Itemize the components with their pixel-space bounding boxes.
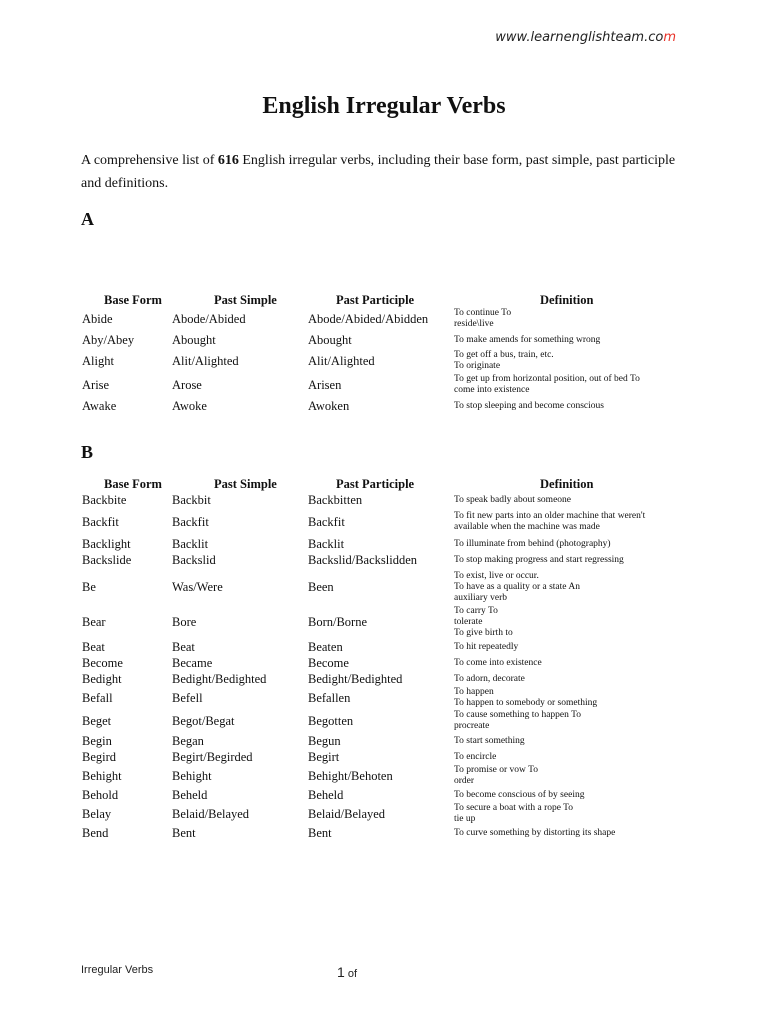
- cell-past-participle: Become: [308, 655, 349, 670]
- cell-base-form: Belay: [82, 806, 112, 821]
- cell-past-simple: Bore: [172, 615, 197, 629]
- verb-count: 616: [217, 153, 239, 168]
- cell-past-participle: Bent: [308, 825, 332, 840]
- table-row: [82, 687, 672, 709]
- cell-definition: To become conscious of by seeing: [454, 789, 585, 800]
- cell-base-form: Bend: [82, 825, 109, 840]
- cell-past-simple: Bent: [172, 825, 196, 840]
- table-row: [82, 639, 672, 655]
- cell-definition: To get up from horizontal position, out of bed To come into existence: [454, 374, 640, 395]
- cell-base-form: Backfit: [82, 514, 119, 529]
- section-letter-a: A: [81, 209, 94, 229]
- cell-past-participle: Born/Borne: [308, 615, 368, 629]
- cell-definition: To hit repeatedly: [454, 641, 519, 652]
- cell-past-participle: Been: [308, 579, 334, 594]
- cell-base-form: Aby/Abey: [82, 332, 135, 347]
- table-header-row: [82, 474, 672, 492]
- page-number: [337, 964, 357, 980]
- page-number-value: 1: [337, 964, 345, 980]
- cell-past-simple: Became: [172, 655, 213, 670]
- cell-definition: To speak badly about someone: [454, 494, 572, 505]
- cell-definition: To promise or vow To order: [454, 765, 538, 786]
- header-definition: Definition: [540, 477, 594, 491]
- cell-definition: To secure a boat with a rope To tie up: [454, 803, 574, 824]
- cell-definition: To exist, live or occur. To have as a quality or a state An auxiliary verb: [454, 570, 580, 603]
- header-past-simple: Past Simple: [214, 477, 277, 491]
- verbs-table-b: [82, 474, 672, 841]
- cell-base-form: Awake: [82, 399, 117, 413]
- cell-past-simple: Backfit: [172, 514, 209, 529]
- table-row: [82, 552, 672, 568]
- intro-before: A comprehensive list of: [81, 153, 218, 168]
- cell-past-participle: Belaid/Belayed: [308, 806, 386, 821]
- cell-past-participle: Awoken: [308, 399, 350, 413]
- cell-base-form: Bedight: [82, 671, 122, 686]
- table-row: [82, 803, 672, 825]
- cell-definition: To happen To happen to somebody or something: [454, 687, 598, 708]
- cell-base-form: Behold: [82, 787, 119, 802]
- cell-past-participle: Abought: [308, 332, 352, 347]
- table-row: [82, 568, 672, 606]
- cell-past-participle: Begun: [308, 733, 341, 748]
- table-row: [82, 749, 672, 765]
- cell-definition: To get off a bus, train, etc. To originate: [454, 350, 554, 371]
- table-header-row: [82, 290, 672, 308]
- table-row: [82, 606, 672, 639]
- page-number-suffix: of: [344, 968, 358, 980]
- table-row: [82, 671, 672, 687]
- cell-base-form: Arise: [82, 377, 110, 392]
- cell-past-simple: Alit/Alighted: [172, 353, 239, 368]
- cell-base-form: Backbite: [82, 492, 127, 507]
- page-title: English Irregular Verbs: [262, 93, 506, 119]
- cell-past-simple: Belaid/Belayed: [172, 806, 250, 821]
- cell-definition: To encircle: [454, 751, 497, 762]
- cell-past-simple: Abode/Abided: [172, 311, 246, 326]
- intro-paragraph: [81, 149, 691, 195]
- cell-base-form: Begird: [82, 749, 117, 764]
- cell-past-participle: Arisen: [308, 377, 342, 392]
- cell-past-participle: Beheld: [308, 787, 344, 802]
- cell-definition: To cause something to happen To procreate: [454, 710, 581, 731]
- cell-past-simple: Backlit: [172, 536, 209, 551]
- intro-after: English irregular verbs, including their base form, past simple, past participle and definitions.: [81, 153, 676, 191]
- site-url[interactable]: [495, 30, 676, 45]
- cell-base-form: Beget: [82, 713, 112, 728]
- cell-definition: To stop sleeping and become conscious: [454, 401, 604, 411]
- cell-base-form: Befall: [82, 690, 113, 705]
- header-definition: Definition: [540, 293, 594, 307]
- cell-past-participle: Befallen: [308, 690, 351, 705]
- site-url-main: www.learnenglishteam.co: [495, 30, 664, 45]
- cell-definition: To make amends for something wrong: [454, 334, 601, 345]
- header-base-form: Base Form: [104, 293, 162, 307]
- cell-past-simple: Backslid: [172, 552, 216, 567]
- cell-past-simple: Backbit: [172, 492, 211, 507]
- table-row: [82, 825, 672, 841]
- cell-base-form: Backslide: [82, 552, 132, 567]
- cell-past-participle: Backlit: [308, 536, 345, 551]
- cell-definition: To stop making progress and start regressing: [454, 554, 624, 565]
- cell-past-participle: Beaten: [308, 639, 343, 654]
- header-base-form: Base Form: [104, 477, 162, 491]
- table-row: [82, 330, 672, 350]
- cell-base-form: Abide: [82, 311, 113, 326]
- section-letter-b: B: [81, 442, 94, 462]
- site-url-accent: m: [663, 30, 676, 45]
- table-row: [82, 536, 672, 552]
- cell-base-form: Behight: [82, 768, 122, 783]
- cell-past-simple: Arose: [172, 377, 202, 392]
- verbs-table-a: [82, 290, 672, 415]
- table-row: [82, 765, 672, 787]
- cell-past-participle: Behight/Behoten: [308, 768, 393, 783]
- cell-past-participle: Begirt: [308, 749, 340, 764]
- table-row: [82, 492, 672, 508]
- header-past-participle: Past Participle: [336, 293, 415, 307]
- table-row: [82, 350, 672, 372]
- cell-past-participle: Backbitten: [308, 492, 363, 507]
- header-past-participle: Past Participle: [336, 477, 415, 491]
- cell-past-simple: Bedight/Bedighted: [172, 671, 267, 686]
- cell-base-form: Backlight: [82, 536, 131, 551]
- cell-base-form: Beat: [82, 639, 105, 654]
- cell-past-participle: Alit/Alighted: [308, 353, 375, 368]
- table-row: [82, 787, 672, 803]
- cell-past-simple: Beat: [172, 639, 195, 654]
- cell-definition: To adorn, decorate: [454, 673, 525, 684]
- footer-label: Irregular Verbs: [81, 964, 154, 976]
- cell-base-form: Bear: [82, 615, 106, 629]
- table-row: [82, 655, 672, 671]
- cell-past-simple: Befell: [172, 690, 203, 705]
- header-past-simple: Past Simple: [214, 293, 277, 307]
- cell-past-participle: Begotten: [308, 713, 354, 728]
- cell-past-simple: Began: [172, 733, 204, 748]
- table-row: [82, 372, 672, 398]
- cell-past-simple: Begot/Begat: [172, 713, 235, 728]
- cell-past-simple: Was/Were: [172, 579, 223, 594]
- table-row: [82, 709, 672, 733]
- cell-past-participle: Bedight/Bedighted: [308, 671, 403, 686]
- cell-past-simple: Awoke: [172, 399, 207, 413]
- cell-past-participle: Backfit: [308, 514, 345, 529]
- table-row: [82, 308, 672, 330]
- table-row: [82, 733, 672, 749]
- cell-base-form: Alight: [82, 353, 114, 368]
- cell-definition: To start something: [454, 735, 525, 746]
- cell-past-simple: Begirt/Begirded: [172, 749, 253, 764]
- cell-definition: To continue To reside\live: [454, 308, 512, 329]
- cell-past-participle: Abode/Abided/Abidden: [308, 311, 429, 326]
- cell-definition: To come into existence: [454, 657, 542, 668]
- cell-base-form: Be: [82, 579, 96, 594]
- cell-past-simple: Abought: [172, 332, 216, 347]
- cell-past-simple: Behight: [172, 768, 212, 783]
- cell-past-simple: Beheld: [172, 787, 208, 802]
- cell-definition: To curve something by distorting its shape: [454, 827, 616, 838]
- cell-definition: To fit new parts into an older machine that weren't available when the machine was made: [454, 511, 646, 532]
- cell-definition: To carry To tolerate To give birth to: [454, 606, 513, 638]
- table-row: [82, 508, 672, 536]
- cell-base-form: Begin: [82, 733, 112, 748]
- cell-base-form: Become: [82, 655, 123, 670]
- cell-past-participle: Backslid/Backslidden: [308, 552, 418, 567]
- cell-definition: To illuminate from behind (photography): [454, 538, 611, 549]
- table-row: [82, 398, 672, 415]
